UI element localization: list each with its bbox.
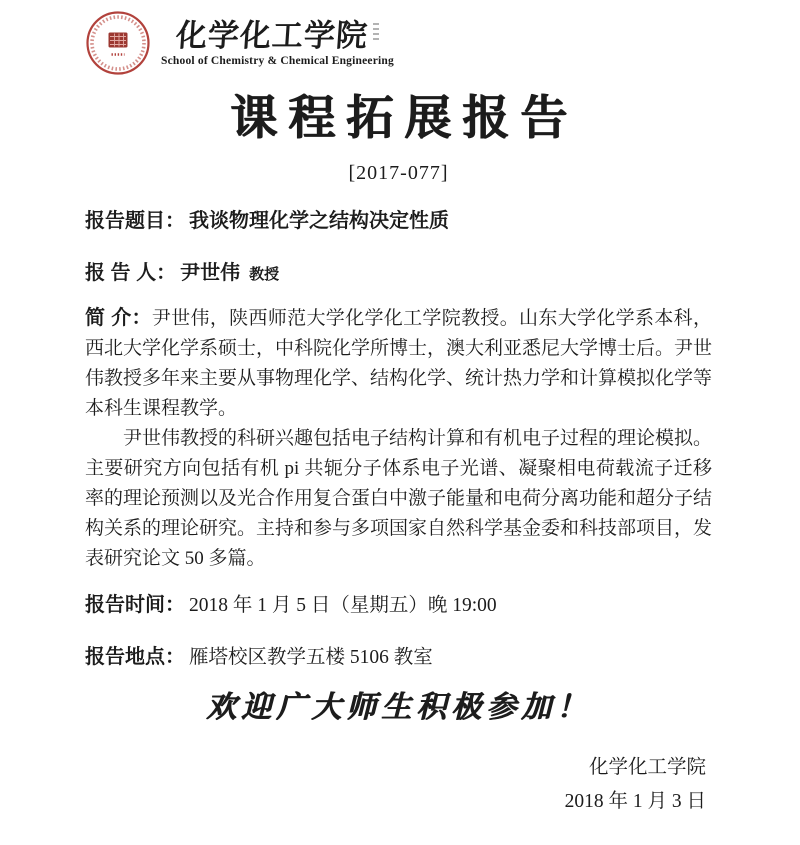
venue-value: 雁塔校区教学五楼 5106 教室 — [189, 647, 433, 668]
header-logo — [85, 8, 712, 78]
logo-text-group — [161, 19, 394, 67]
field-topic — [85, 207, 712, 237]
speaker-title: 教授 — [249, 266, 280, 283]
speaker-label: 报 告 人： — [85, 262, 177, 284]
page-title: 课程拓展报告 — [230, 93, 578, 145]
intro-label: 简 介： — [85, 307, 152, 329]
research-paragraph: 尹世伟教授的科研兴趣包括电子结构计算和有机电子过程的理论模拟。主要研究方向包括有机 pi 共轭分子体系电子光谱、凝聚相电荷载流子迁移率的理论预测以及光合作用复合蛋白中激子能量和电荷分离功能和超分子结构关系的理论研究。主持和参与多项国家自然科学基金委和科技部项目，发表研究论文 50 多篇。 — [85, 428, 713, 569]
signature-block — [85, 751, 712, 819]
logo-subtitle: School of Chemistry & Chemical Engineering — [161, 55, 394, 67]
university-seal-icon — [85, 10, 151, 76]
field-speaker — [85, 259, 712, 289]
logo-stamp-mark — [373, 23, 379, 40]
welcome-line: 欢迎广大师生积极参加！ — [206, 691, 591, 724]
document-body — [85, 207, 712, 673]
venue-label: 报告地点： — [85, 646, 185, 668]
time-label: 报告时间： — [85, 594, 185, 616]
speaker-name: 尹世伟 — [180, 262, 241, 284]
logo-title: 化学化工学院 — [174, 18, 370, 53]
field-venue — [85, 643, 712, 673]
topic-value: 我谈物理化学之结构决定性质 — [189, 210, 449, 232]
signature-date: 2018 年 1 月 3 日 — [564, 791, 706, 812]
report-number: [2017-077] — [348, 162, 449, 184]
signature-org: 化学化工学院 — [588, 757, 706, 778]
time-value: 2018 年 1 月 5 日（星期五）晚 19:00 — [189, 595, 497, 616]
field-time — [85, 591, 712, 621]
intro-text: 尹世伟，陕西师范大学化学化工学院教授。山东大学化学系本科，西北大学化学系硕士，中科院化学所博士，澳大利亚悉尼大学博士后。尹世伟教授多年来主要从事物理化学、结构化学、统计热力学和计算模拟化学等本科生课程教学。 — [85, 308, 713, 419]
intro-paragraph — [85, 303, 712, 424]
topic-label: 报告题目： — [85, 210, 185, 232]
